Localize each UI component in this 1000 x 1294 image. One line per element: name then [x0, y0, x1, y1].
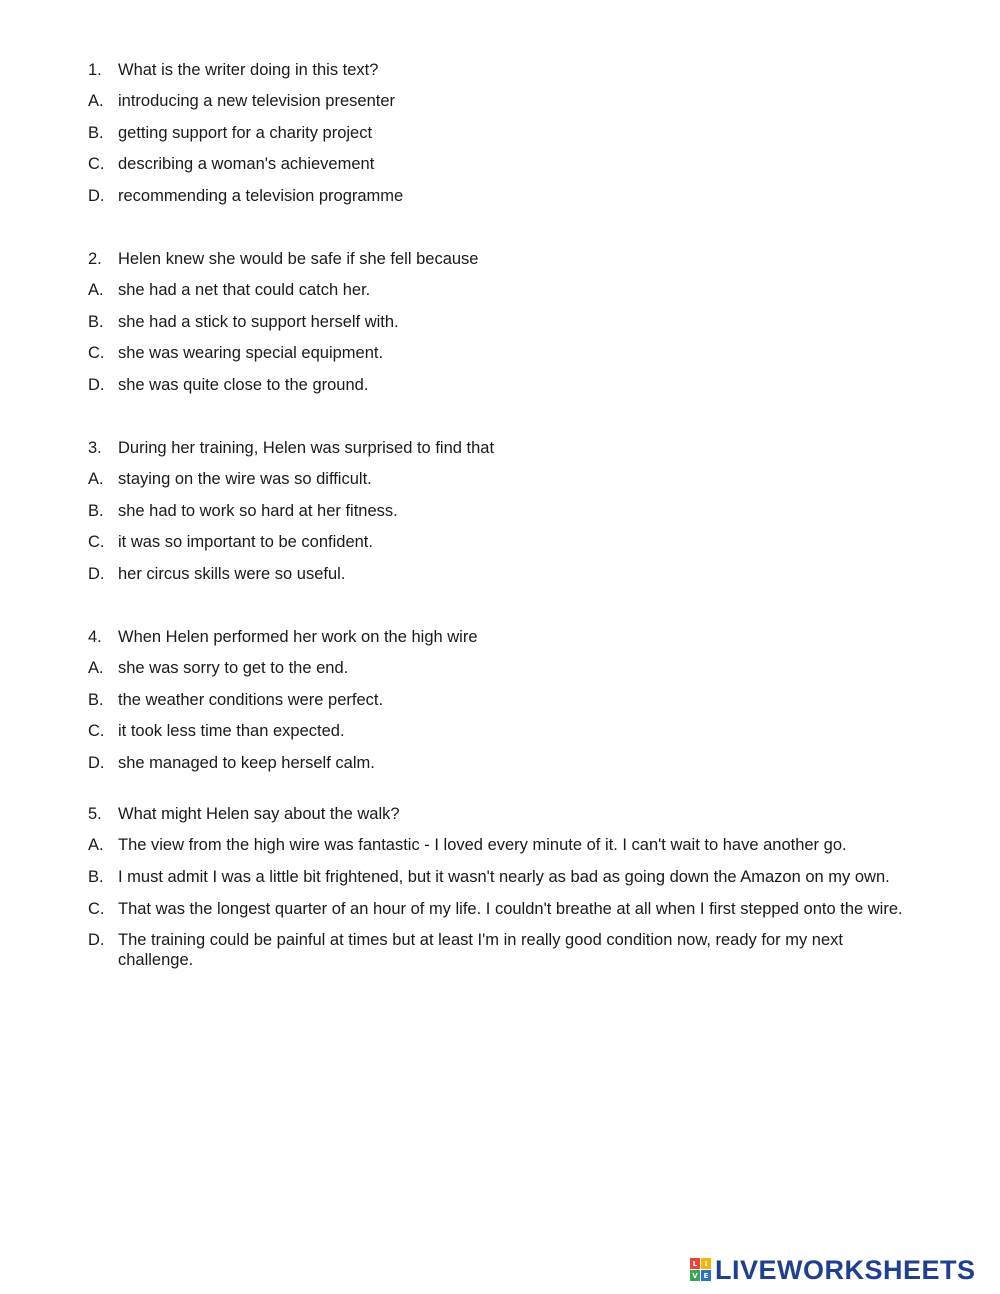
option-text: she managed to keep herself calm.	[118, 754, 375, 772]
option-label: C.	[88, 155, 105, 173]
option-text: the weather conditions were perfect.	[118, 691, 384, 709]
option-text: her circus skills were so useful.	[118, 565, 346, 583]
liveworksheets-logo	[690, 1256, 976, 1284]
option-label: B.	[88, 124, 104, 142]
option-label: B.	[88, 502, 104, 520]
option-label: D.	[88, 187, 105, 205]
option-text: introducing a new television presenter	[118, 92, 395, 110]
question-text: During her training, Helen was surprised to find that	[118, 439, 495, 457]
option-text: she had a stick to support herself with.	[118, 313, 399, 331]
logo-wordmark: LIVEWORKSHEETS	[715, 1254, 976, 1285]
option-label: B.	[88, 313, 104, 331]
question-text: What is the writer doing in this text?	[118, 61, 379, 79]
option-text: The view from the high wire was fantastic - I loved every minute of it. I can't wait to have another go.	[118, 836, 847, 854]
question-number: 1.	[88, 61, 102, 79]
option-label: C.	[88, 900, 105, 918]
option-label: A.	[88, 92, 104, 110]
option-text: she was quite close to the ground.	[118, 376, 369, 394]
option-label: C.	[88, 344, 105, 362]
logo-tile: I	[701, 1258, 711, 1269]
option-text: it was so important to be confident.	[118, 533, 373, 551]
option-text: getting support for a charity project	[118, 124, 373, 142]
option-text: staying on the wire was so difficult.	[118, 470, 372, 488]
logo-tile: E	[701, 1270, 711, 1281]
question-number: 4.	[88, 628, 102, 646]
question-number: 5.	[88, 805, 102, 823]
option-text: describing a woman's achievement	[118, 155, 375, 173]
option-label: A.	[88, 659, 104, 677]
question-text: Helen knew she would be safe if she fell because	[118, 250, 479, 268]
option-label: D.	[88, 931, 105, 949]
option-label: C.	[88, 533, 105, 551]
question-text: When Helen performed her work on the high wire	[118, 628, 478, 646]
option-text: she was wearing special equipment.	[118, 344, 384, 362]
option-text: That was the longest quarter of an hour of my life. I couldn't breathe at all when I first stepped onto the wire.	[118, 900, 903, 918]
option-text: she had to work so hard at her fitness.	[118, 502, 398, 520]
logo-tile: L	[690, 1258, 700, 1269]
logo-tile: V	[690, 1270, 700, 1281]
option-label: B.	[88, 691, 104, 709]
question-number: 2.	[88, 250, 102, 268]
question-text: What might Helen say about the walk?	[118, 805, 400, 823]
option-label: D.	[88, 376, 105, 394]
option-text: The training could be painful at times but at least I'm in really good condition now, ready for my next challenge.	[118, 931, 843, 969]
option-text: it took less time than expected.	[118, 722, 345, 740]
option-label: C.	[88, 722, 105, 740]
option-label: A.	[88, 836, 104, 854]
option-label: B.	[88, 868, 104, 886]
option-text: recommending a television programme	[118, 187, 404, 205]
option-text: she had a net that could catch her.	[118, 281, 371, 299]
option-text: I must admit I was a little bit frightened, but it wasn't nearly as bad as going down the Amazon on my own.	[118, 868, 890, 886]
logo-tiles-icon	[690, 1258, 712, 1282]
option-label: D.	[88, 754, 105, 772]
question-number: 3.	[88, 439, 102, 457]
option-label: A.	[88, 470, 104, 488]
option-label: A.	[88, 281, 104, 299]
option-text: she was sorry to get to the end.	[118, 659, 349, 677]
option-label: D.	[88, 565, 105, 583]
